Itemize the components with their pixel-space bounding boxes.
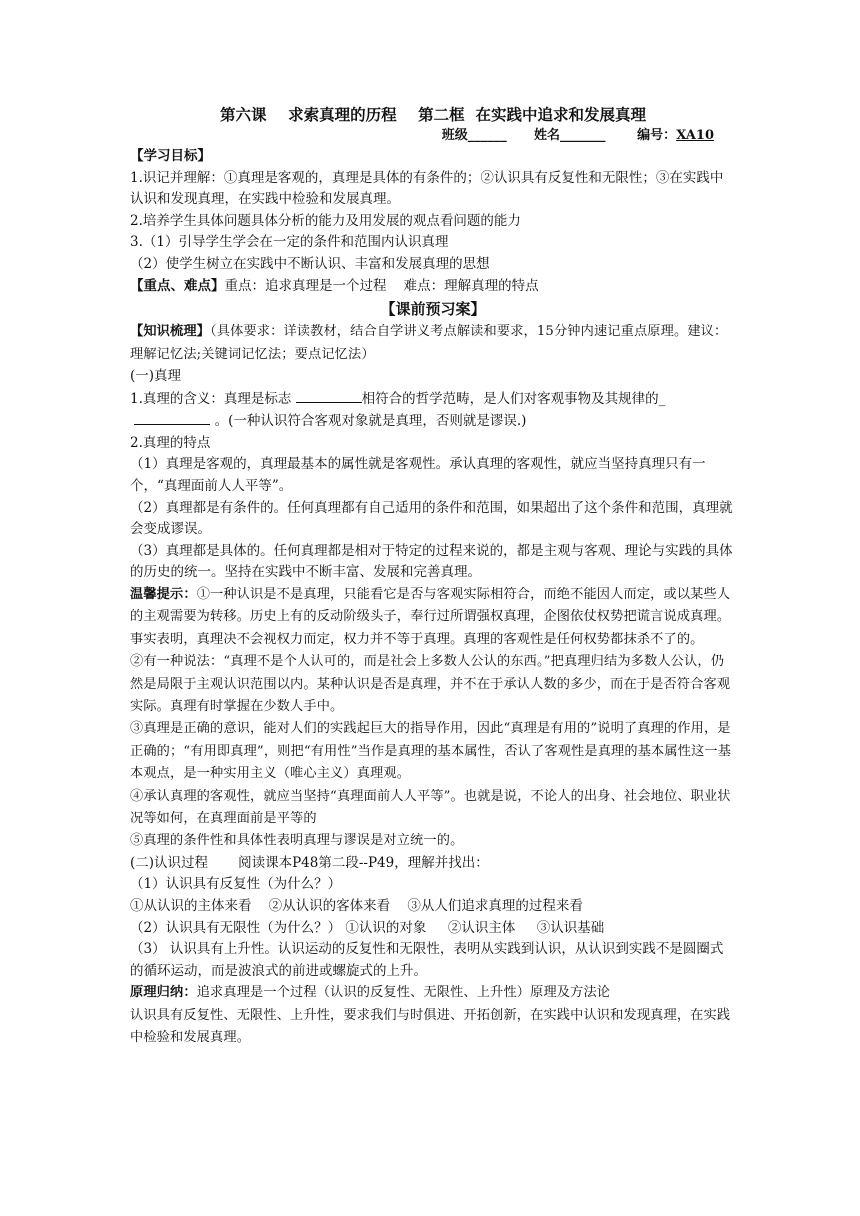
- objective-item: 2.培养学生具体问题具体分析的能力及用发展的观点看问题的能力: [130, 212, 521, 229]
- lesson-title: 第六课 求索真理的历程 第二框 在实践中追求和发展真理: [220, 105, 646, 124]
- tip-paragraph: ③真理是正确的意识，能对人们的实践起巨大的指导作用，因此“真理是有用的”说明了真理的作用，是正确的；“有用即真理”，则把“有用性”当作是真理的基本属性，否认了客观性是真理的基本属性这一基本观点，是一种实用主义（唯心主义）真理观。: [130, 721, 732, 782]
- objective-item: （2）使学生树立在实践中不断认识、丰富和发展真理的思想: [130, 255, 490, 272]
- cognition-point: （3） 认识具有上升性。认识运动的反复性和无限性，表明从实践到认识，从认识到实践不是圆圈式的循环运动，而是波浪式的前进或螺旋式的上升。: [130, 941, 724, 979]
- objective-item: 1.识记并理解：①真理是客观的，真理是具体的有条件的；②认识具有反复性和无限性；③在实践中认识和发现真理，在实践中检验和发展真理。: [130, 169, 724, 208]
- knowledge-paragraph: [130, 321, 736, 366]
- tip-paragraph: ④承认真理的客观性，就应当坚持“真理面前人人平等”。也就是说，不论人的出身、社会地位、职业状况等如何，在真理面前是平等的: [130, 788, 731, 826]
- section-truth-title: (一)真理: [130, 367, 182, 384]
- focus-line: [130, 276, 736, 298]
- summary-text: 认识具有反复性、无限性、上升性，要求我们与时俱进、开拓创新，在实践中认识和发现真理，在实践中检验和发展真理。: [130, 1007, 731, 1046]
- objective-item: 3.（1）引导学生学会在一定的条件和范围内认识真理: [130, 234, 449, 251]
- fill-blank-1[interactable]: [296, 388, 362, 403]
- fill-blank-2[interactable]: [134, 410, 210, 425]
- preview-heading: 【课前预习案】: [380, 300, 486, 319]
- cognition-subpoints: ①从认识的主体来看 ②从认识的客体来看 ③从人们追求真理的过程来看: [130, 897, 583, 914]
- cognition-point: （2）认识具有无限性（为什么？） ①认识的对象 ②认识主体 ③认识基础: [130, 919, 605, 936]
- code-label: 编号：: [637, 128, 677, 143]
- summary-line: 原理归纳：追求真理是一个过程（认识的反复性、无限性、上升性）原理及方法论: [130, 985, 611, 1001]
- truth-feature: （2）真理都是有条件的。任何真理都有自己适用的条件和范围，如果超出了这个条件和范围，真理就会变成谬误。: [130, 499, 733, 538]
- cognition-point: （1）认识具有反复性（为什么？）: [130, 876, 342, 893]
- objectives-heading: 【学习目标】: [130, 148, 211, 164]
- focus-heading: 【重点、难点】: [130, 277, 225, 294]
- document-page: [130, 104, 736, 1050]
- code-value: XA10: [676, 128, 714, 143]
- knowledge-text: （具体要求：详读教材，结合自学讲义考点解读和要求，15分钟内速记重点原理。建议：理解记忆法;关键词记忆法；要点记忆法）: [130, 324, 728, 362]
- tip-paragraph: ②有一种说法：“真理不是个人认可的，而是社会上多数人公认的东西。”把真理归结为多数人公认，仍然是局限于主观认识范围以内。某种认识是否是真理，并不在于承认人数的多少，而在于是否符合客观实际。真理有时掌握在少数人手中。: [130, 654, 731, 714]
- tip-paragraph: ⑤真理的条件性和具体性表明真理与谬误是对立统一的。: [130, 833, 464, 849]
- summary-heading: 原理归纳：: [130, 985, 197, 1001]
- truth-feature: （3）真理都是具体的。任何真理都是相对于特定的过程来说的，都是主观与客观、理论与实践的具体的历史的统一。坚持在实践中不断丰富、发展和完善真理。: [130, 542, 733, 581]
- name-field: 姓名_______: [533, 128, 606, 143]
- student-info-line: [130, 126, 714, 146]
- section-cognition-title: (二)认识过程 阅读课本P48第二段--P49，理解并找出：: [130, 854, 489, 871]
- tip-paragraph: 温馨提示：①一种认识是不是真理，只能看它是否与客观实际相符合，而绝不能因人而定，或以某些人的主观需要为转移。历史上有的反动阶级头子，奉行过所谓强权真理，企图依仗权势把谎言说成真理。事实表明，真理决不会视权力而定，权力并不等于真理。真理的客观性是任何权势都抹杀不了的。: [130, 586, 731, 647]
- tips-heading: 温馨提示：: [130, 586, 197, 602]
- focus-text: 重点：追求真理是一个过程 难点：理解真理的特点: [224, 277, 539, 294]
- truth-definition: 1.真理的含义：真理是标志 相符合的哲学范畴，是人们对客观事物及其规律的_ 。(一种认识符合客观对象就是真理，否则就是谬误.): [130, 388, 736, 433]
- truth-feature: （1）真理是客观的，真理最基本的属性就是客观性。承认真理的客观性，就应当坚持真理只有一个，“真理面前人人平等”。: [130, 456, 706, 494]
- class-field: 班级______: [441, 128, 507, 143]
- truth-features-title: 2.真理的特点: [130, 434, 211, 451]
- knowledge-heading: 【知识梳理】: [130, 324, 211, 340]
